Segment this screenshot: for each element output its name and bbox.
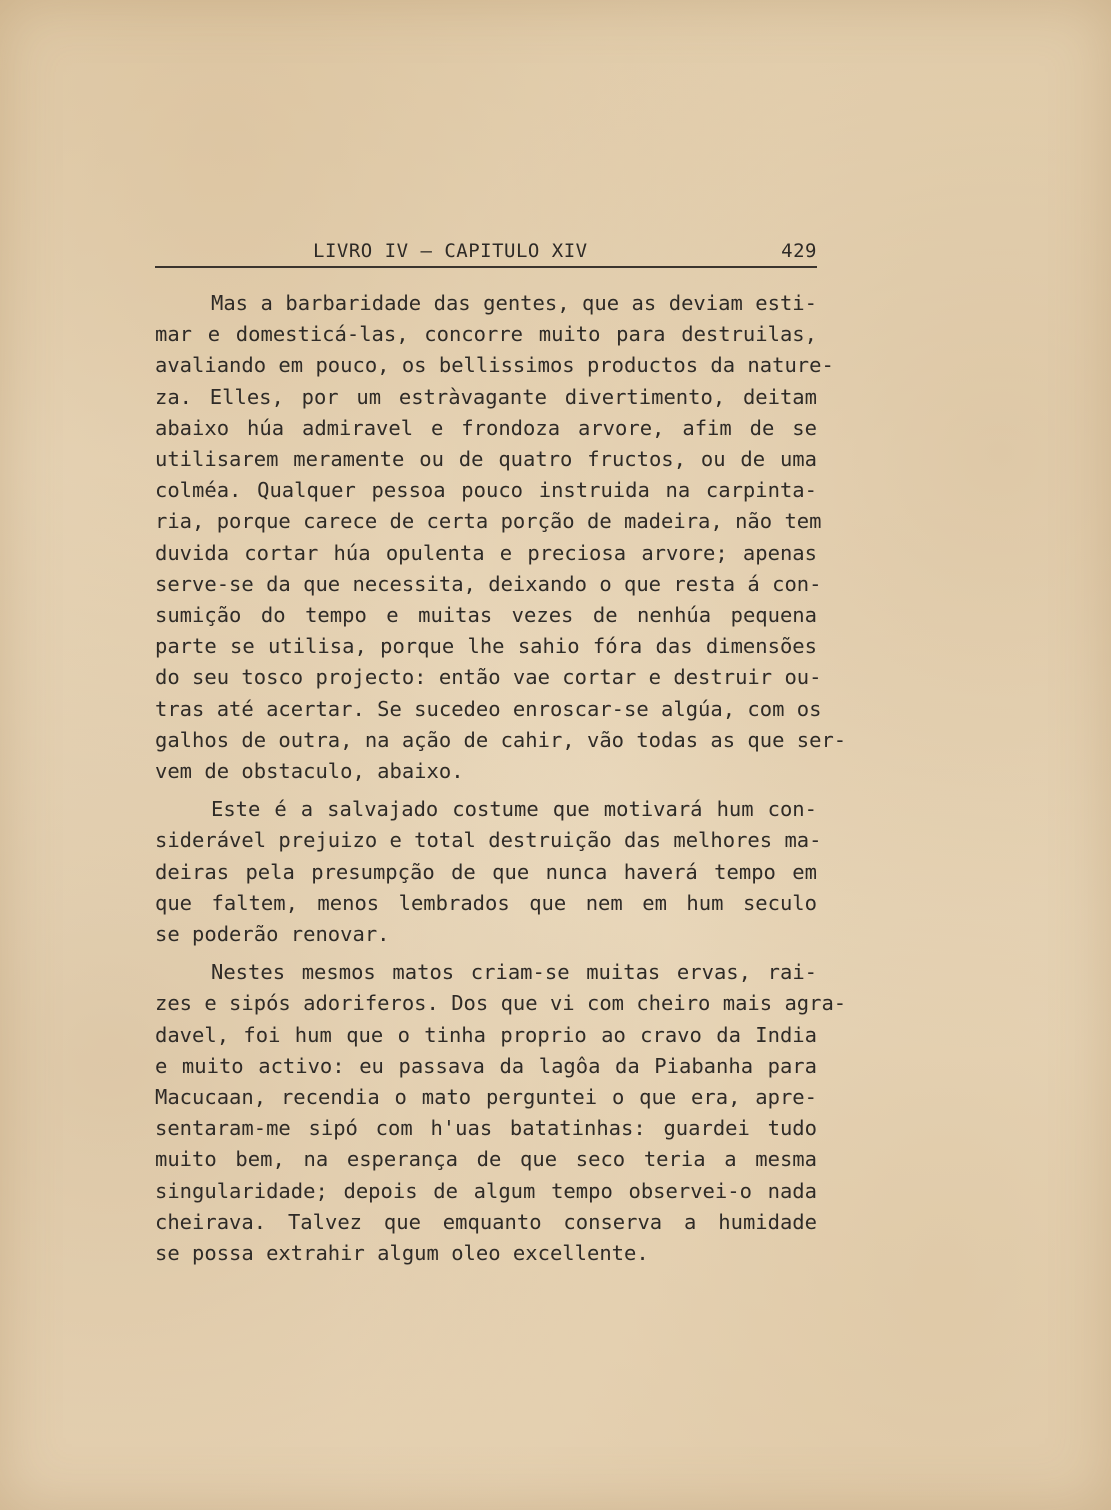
text-line: Nestes mesmos matos criam-se muitas ervas, rai- [211, 960, 817, 985]
text-line: abaixo húa admiravel e frondoza arvore, afim de se [155, 415, 817, 440]
paragraph [155, 794, 822, 950]
text-line: Este é a salvajado costume que motivará hum con- [211, 797, 817, 822]
text-line: za. Elles, por um estràvagante divertimento, deitam [155, 384, 817, 409]
page-number: 429 [781, 240, 817, 262]
text-line: Mas a barbaridade das gentes, que as deviam esti- [211, 291, 817, 315]
body-text [155, 288, 847, 1276]
text-line: serve-se da que necessita, deixando o que resta á con- [155, 571, 822, 596]
text-line: e muito activo: eu passava da lagôa da Piabanha para [155, 1053, 817, 1078]
chapter-heading: LIVRO IV — CAPITULO XIV [313, 240, 588, 262]
text-line: colméa. Qualquer pessoa pouco instruida na carpinta- [155, 478, 817, 503]
text-line: sumição do tempo e muitas vezes de nenhúa pequena [155, 603, 817, 628]
text-line: davel, foi hum que o tinha proprio ao cravo da India [155, 1022, 817, 1047]
text-line: parte se utilisa, porque lhe sahio fóra das dimensões [155, 634, 817, 659]
text-line: Macucaan, recendia o mato perguntei o que era, apre- [155, 1085, 817, 1110]
text-line: ria, porque carece de certa porção de madeira, não tem [155, 509, 822, 534]
text-line: mar e domesticá-las, concorre muito para destruilas, [155, 322, 817, 347]
text-line: duvida cortar húa opulenta e preciosa arvore; apenas [155, 540, 817, 565]
text-line: se poderão renovar. [155, 922, 390, 947]
paragraph [155, 957, 847, 1269]
running-header [155, 236, 817, 268]
text-line: tras até acertar. Se sucedeo enroscar-se algúa, com os [155, 696, 822, 721]
text-line: singularidade; depois de algum tempo observei-o nada [155, 1178, 817, 1203]
text-line: zes e sipós adoriferos. Dos que vi com cheiro mais agra- [155, 991, 847, 1016]
text-line: siderável prejuizo e total destruição das melhores ma- [155, 828, 822, 853]
text-line: que faltem, menos lembrados que nem em hum seculo [155, 890, 817, 915]
text-line: utilisarem meramente ou de quatro fructos, ou de uma [155, 447, 817, 472]
text-line: avaliando em pouco, os bellissimos productos da nature- [155, 353, 834, 378]
text-line: muito bem, na esperança de que seco teria a mesma [155, 1147, 817, 1172]
text-line: galhos de outra, na ação de cahir, vão todas as que ser- [155, 727, 847, 752]
text-line: se possa extrahir algum oleo excellente. [155, 1241, 649, 1266]
paragraph [155, 288, 847, 787]
text-line: do seu tosco projecto: então vae cortar e destruir ou- [155, 665, 822, 690]
text-line: sentaram-me sipó com h'uas batatinhas: guardei tudo [155, 1116, 817, 1141]
text-line: deiras pela presumpção de que nunca haverá tempo em [155, 859, 817, 884]
text-line: cheirava. Talvez que emquanto conserva a humidade [155, 1209, 817, 1234]
text-line: vem de obstaculo, abaixo. [155, 759, 464, 784]
